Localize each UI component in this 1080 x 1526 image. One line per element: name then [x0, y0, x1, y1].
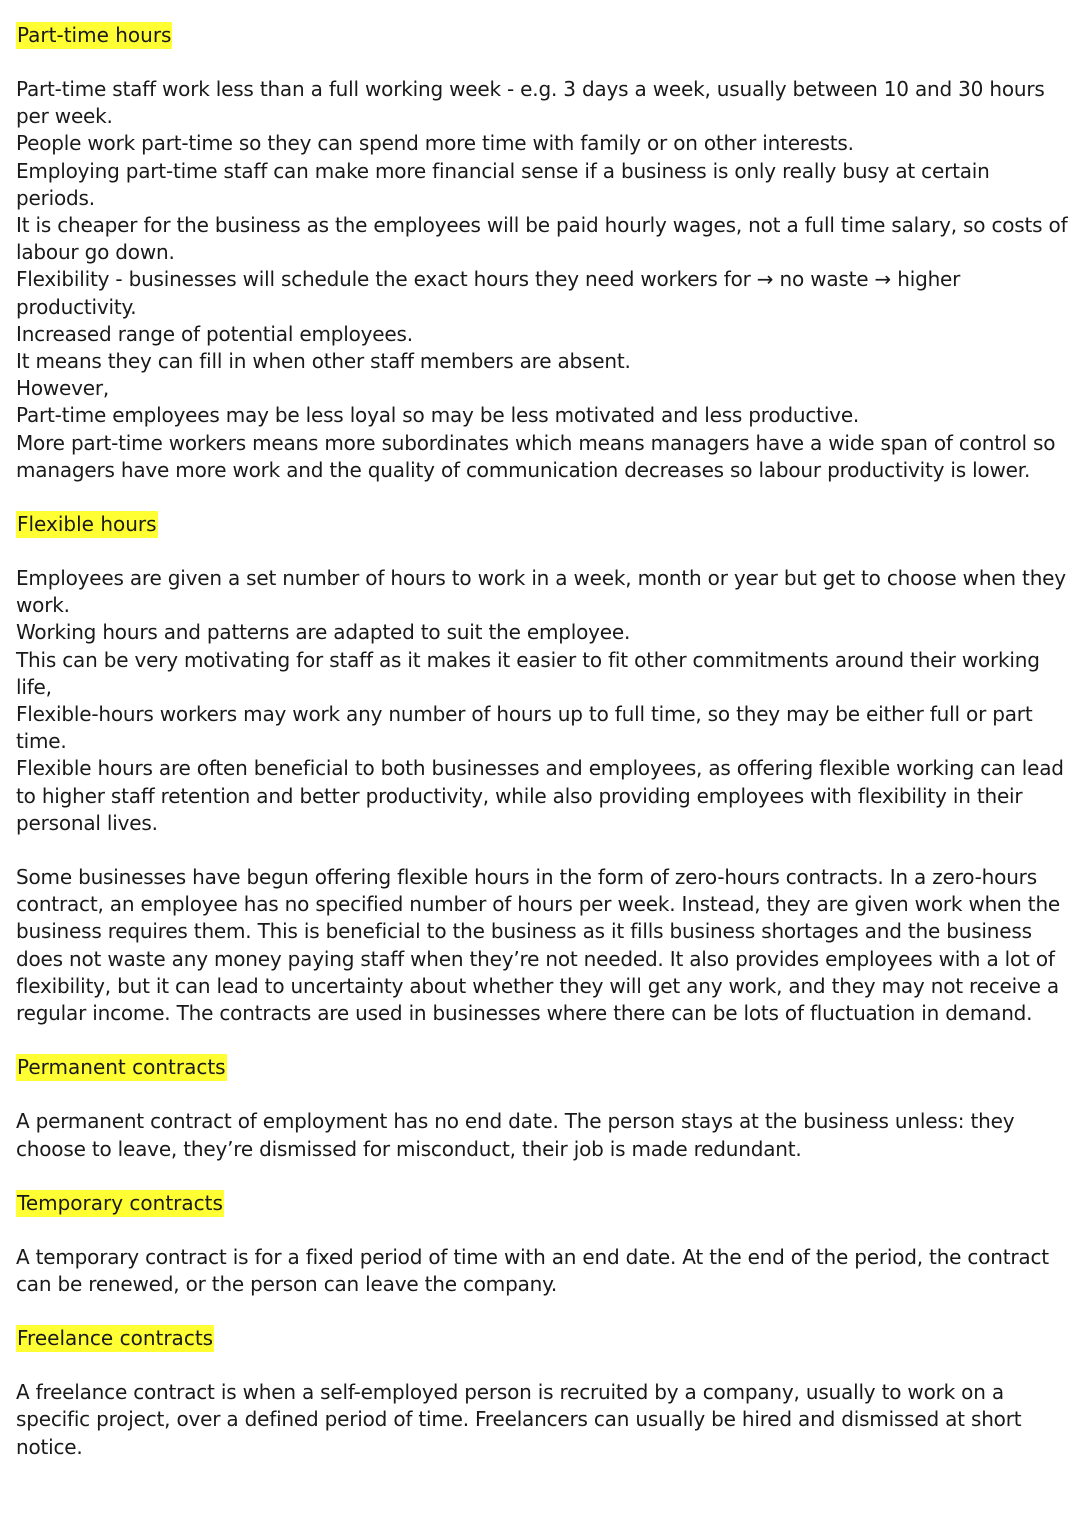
flexible-line: This can be very motivating for staff as it makes it easier to fit other commitments around their working life,: [16, 647, 1040, 699]
spacer: [16, 1027, 1068, 1054]
freelance-heading-row: [16, 1325, 1068, 1352]
flexible-heading-row: [16, 511, 1068, 538]
part-time-line: It means they can fill in when other staff members are absent.: [16, 349, 631, 374]
spacer: [16, 484, 1068, 511]
spacer: [16, 837, 1068, 864]
flexible-line: Employees are given a set number of hours to work in a week, month or year but get to choose when they work.: [16, 566, 1066, 618]
spacer: [16, 1081, 1068, 1108]
part-time-line: Increased range of potential employees.: [16, 321, 413, 346]
temporary-text: A temporary contract is for a fixed period of time with an end date. At the end of the period, the contract can be renewed, or the person can leave the company.: [16, 1244, 1049, 1296]
spacer: [16, 1352, 1068, 1379]
permanent-text: A permanent contract of employment has no end date. The person stays at the business unless: they choose to leave, they’re dismissed for misconduct, their job is made redundant.: [16, 1109, 1015, 1161]
temporary-heading: Temporary contracts: [17, 1190, 223, 1215]
part-time-line: However,: [16, 376, 110, 401]
part-time-line: Part-time staff work less than a full working week - e.g. 3 days a week, usually between 10 and 30 hours per week.: [16, 77, 1045, 129]
part-time-line: It is cheaper for the business as the employees will be paid hourly wages, not a full time salary, so costs of labour go down.: [16, 213, 1068, 265]
spacer: [16, 1217, 1068, 1244]
document-page: [16, 22, 1068, 1461]
zero-hours-paragraph: Some businesses have begun offering flexible hours in the form of zero-hours contracts. In a zero-hours contract, an employee has no specified number of hours per week. Instead, they are given work when the business requires them. This is beneficial to the business as it fills business shortages and the business does not waste any money paying staff when they’re not needed. It also provides employees with a lot of flexibility, but it can lead to uncertainty about whether they will get any work, and they may not receive a regular income. The contracts are used in businesses where there can be lots of fluctuation in demand.: [16, 865, 1061, 1026]
part-time-heading: Part-time hours: [17, 23, 172, 47]
part-time-line: Part-time employees may be less loyal so may be less motivated and less productive.: [16, 403, 860, 428]
spacer: [16, 538, 1068, 565]
permanent-heading-row: [16, 1054, 1068, 1081]
part-time-body: [16, 76, 1068, 484]
flexible-line: Flexible hours are often beneficial to both businesses and employees, as offering flexible working can lead to higher staff retention and better productivity, while also providing employees with flexibility in their personal lives.: [16, 756, 1064, 835]
flexible-line: Flexible-hours workers may work any number of hours up to full time, so they may be either full or part time.: [16, 702, 1033, 754]
part-time-line: More part-time workers means more subordinates which means managers have a wide span of control so managers have more work and the quality of communication decreases so labour productivity is lower.: [16, 430, 1056, 482]
permanent-heading: Permanent contracts: [17, 1055, 226, 1080]
spacer: [16, 49, 1068, 76]
freelance-text: A freelance contract is when a self-employed person is recruited by a company, usually to work on a specific project, over a defined period of time. Freelancers can usually be hired and dismissed at short notice.: [16, 1380, 1022, 1459]
part-time-line: Flexibility - businesses will schedule the exact hours they need workers for → no waste → higher productivity.: [16, 267, 961, 319]
flexible-heading: Flexible hours: [17, 512, 157, 537]
temporary-heading-row: [16, 1190, 1068, 1217]
spacer: [16, 1298, 1068, 1325]
part-time-line: Employing part-time staff can make more financial sense if a business is only really busy at certain periods.: [16, 158, 990, 210]
part-time-line: People work part-time so they can spend more time with family or on other interests.: [16, 131, 854, 156]
flexible-body: [16, 565, 1068, 837]
spacer: [16, 1163, 1068, 1190]
flexible-line: Working hours and patterns are adapted to suit the employee.: [16, 620, 631, 645]
freelance-heading: Freelance contracts: [17, 1326, 214, 1351]
part-time-heading-row: [16, 22, 1068, 49]
